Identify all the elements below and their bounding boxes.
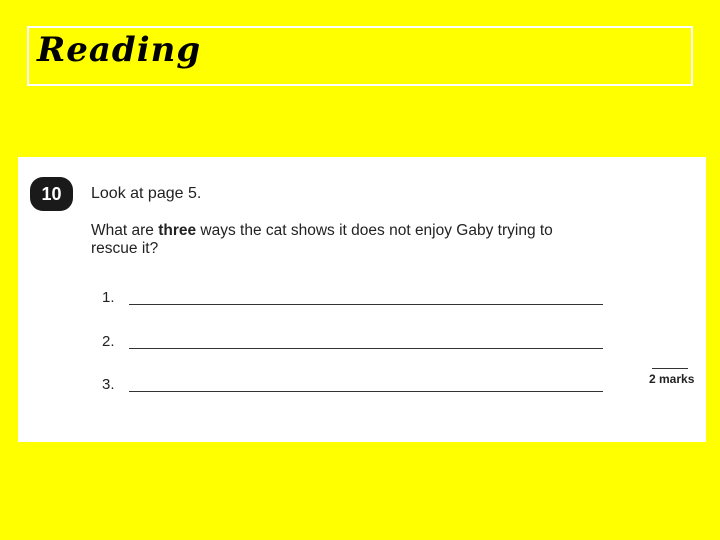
question-text-emphasis: three <box>158 222 197 239</box>
question-text-after: ways the cat shows it does not enjoy Gaby trying to rescue it? <box>91 222 553 257</box>
question-number-badge: 10 <box>30 177 73 211</box>
answer-line[interactable] <box>129 304 603 305</box>
slide-title: Reading <box>37 30 202 70</box>
title-box <box>27 26 693 86</box>
answer-row-3 <box>102 376 620 396</box>
answer-line[interactable] <box>129 348 603 349</box>
question-text-before: What are <box>91 222 159 239</box>
question-card <box>18 157 706 442</box>
marks-indicator <box>649 368 695 386</box>
answer-number: 2. <box>102 333 115 350</box>
marks-label: 2 marks <box>649 372 695 386</box>
marks-rule <box>652 368 688 369</box>
question-instruction: Look at page 5. <box>91 185 202 202</box>
answer-row-1 <box>102 289 620 309</box>
answer-line[interactable] <box>129 391 603 392</box>
answer-row-2 <box>102 333 620 353</box>
answer-number: 3. <box>102 376 115 393</box>
question-text <box>91 222 591 258</box>
answer-number: 1. <box>102 289 115 306</box>
